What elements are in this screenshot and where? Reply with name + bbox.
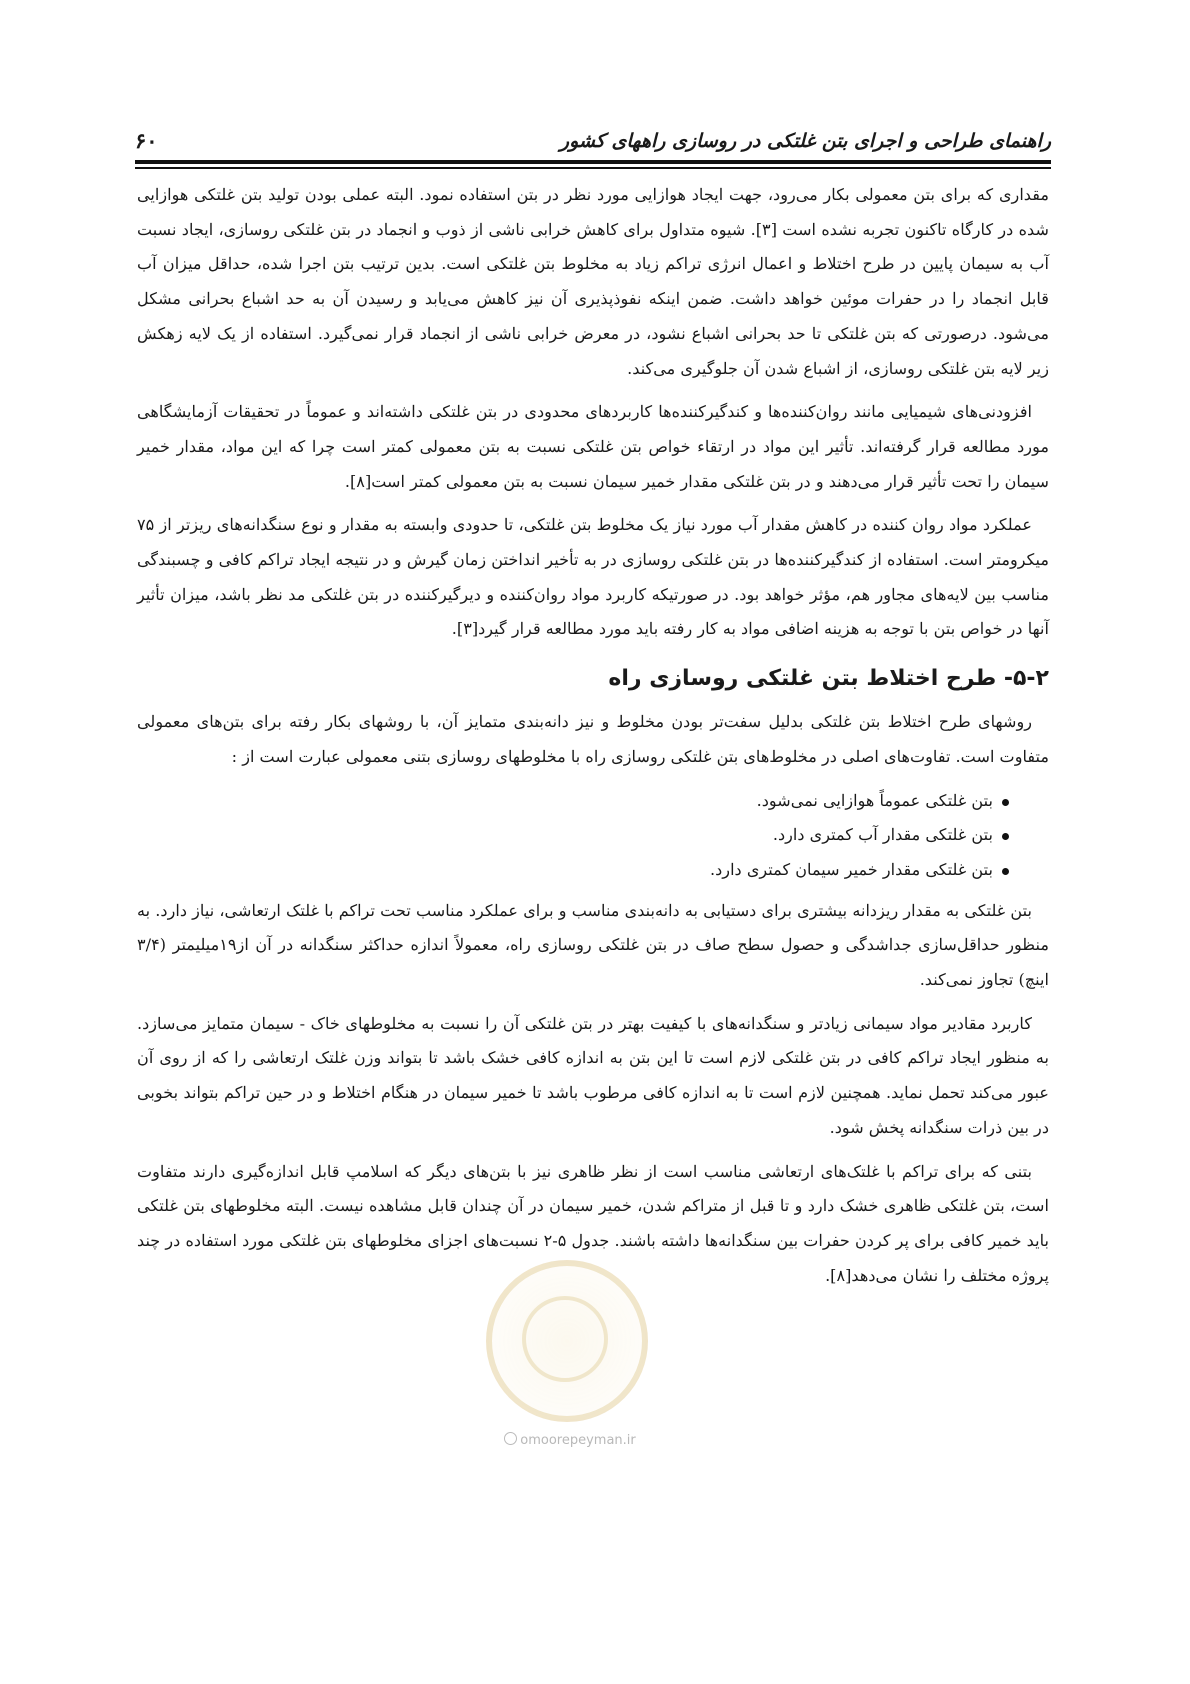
list-item-text: بتن غلتکی عموماً هوازایی نمی‌شود. xyxy=(756,790,993,810)
body-text xyxy=(137,178,1049,1302)
bullet-icon xyxy=(1002,799,1009,806)
paragraph: افزودنی‌های شیمیایی مانند روان‌کننده‌ها و کندگیرکننده‌ها کاربردهای محدودی در بتن غلتکی داشته‌اند و عموماً در تحقیقات آزمایشگاهی مورد مطالعه قرار گرفته‌اند. تأثیر این مواد در ارتقاء خواص بتن غلتکی نسبت به بتن معمولی کمتر است چرا که این مواد، مقدار خمیر سیمان را تحت تأثیر قرار می‌دهند و در بتن غلتکی مقدار خمیر سیمان نسبت به بتن معمولی کمتر است[۸]. xyxy=(137,402,1049,491)
globe-icon xyxy=(504,1432,517,1445)
running-title: راهنمای طراحی و اجرای بتن غلتکی در روسازی راههای کشور xyxy=(559,130,1051,152)
header-rule-thin xyxy=(135,167,1051,169)
page-header xyxy=(135,128,1051,158)
paragraph: عملکرد مواد روان کننده در کاهش مقدار آب مورد نیاز یک مخلوط بتن غلتکی، تا حدودی وابسته به مقدار و نوع سنگدانه‌های ریزتر از ۷۵ میکرومتر است. استفاده از کندگیرکننده‌ها در بتن غلتکی روسازی در به تأخیر انداختن زمان گیرش و در نتیجه ایجاد تراکم کافی و چسبندگی مناسب بین لایه‌های مجاور هم، مؤثر خواهد بود. در صورتیکه کاربرد مواد روان‌کننده و دیرگیرکننده در بتن غلتکی مد نظر باشد، میزان تأثیر آنها در خواص بتن با توجه به هزینه اضافی مواد به کار رفته باید مورد مطالعه قرار گیرد[۳]. xyxy=(137,515,1049,639)
list-item xyxy=(137,784,1009,819)
bullet-list xyxy=(137,784,1049,888)
bullet-icon xyxy=(1002,868,1009,875)
paragraph: کاربرد مقادیر مواد سیمانی زیادتر و سنگدانه‌های با کیفیت بهتر در بتن غلتکی آن را نسبت به مخلوطهای خاک - سیمان متمایز می‌سازد. به منظور ایجاد تراکم کافی در بتن غلتکی لازم است تا این بتن به اندازه کافی خشک باشد تا بتواند وزن غلتک ارتعاشی را که از روی آن عبور می‌کند تحمل نماید. همچنین لازم است تا به اندازه کافی مرطوب باشد تا خمیر سیمان در هنگام اختلاط و در حین تراکم بتواند بخوبی در بین ذرات سنگدانه پخش شود. xyxy=(137,1013,1049,1137)
bullet-icon xyxy=(1002,833,1009,840)
watermark-url-text: omoorepeyman.ir xyxy=(520,1433,636,1448)
watermark-url xyxy=(480,1432,660,1448)
watermark-seal-inner xyxy=(522,1296,608,1382)
list-item-text: بتن غلتکی مقدار آب کمتری دارد. xyxy=(772,825,993,845)
page-number: ۶۰ xyxy=(135,128,158,153)
header-rule-thick xyxy=(135,160,1051,164)
paragraph: بتن غلتکی به مقدار ریزدانه بیشتری برای دستیابی به دانه‌بندی مناسب و برای عملکرد مناسب تحت تراکم با غلتک ارتعاشی، نیاز دارد. به منظور حداقل‌سازی جداشدگی و حصول سطح صاف در بتن غلتکی روسازی راه، معمولاً اندازه حداکثر سنگدانه در آن از۱۹میلیمتر (۳/۴ اینچ) تجاوز نمی‌کند. xyxy=(137,900,1049,990)
paragraph: بتنی که برای تراکم با غلتک‌های ارتعاشی مناسب است از نظر ظاهری نیز با بتن‌های دیگر که اسلامپ قابل اندازه‌گیری دارند متفاوت است، بتن غلتکی ظاهری خشک دارد و تا قبل از متراکم شدن، خمیر سیمان در آن چندان قابل مشاهده نیست. البته مخلوطهای بتن غلتکی باید خمیر کافی برای پر کردن حفرات بین سنگدانه‌ها داشته باشند. جدول ۵-۲ نسبت‌های اجزای مخلوطهای بتن غلتکی مورد استفاده در چند پروژه مختلف را نشان می‌دهد[۸]. xyxy=(137,1161,1049,1285)
list-item xyxy=(137,853,1009,888)
list-item xyxy=(137,818,1009,853)
paragraph: مقداری که برای بتن معمولی بکار می‌رود، جهت ایجاد هوازایی مورد نظر در بتن استفاده نمود. البته عملی بودن تولید بتن غلتکی هوازایی شده در کارگاه تاکنون تجربه نشده است [۳]. شیوه متداول برای کاهش خرابی ناشی از ذوب و انجماد در بتن غلتکی روسازی، ایجاد نسبت آب به سیمان پایین در طرح اختلاط و اعمال انرژی تراکم زیاد به مخلوط بتن غلتکی است. بدین ترتیب بتن اجرا شده، حداقل میزان آب قابل انجماد را در حفرات موئین خواهد داشت. ضمن اینکه نفوذپذیری آن نیز کاهش می‌یابد و رسیدن آن به حد اشباع بحرانی مشکل می‌شود. درصورتی که بتن غلتکی تا حد بحرانی اشباع نشود، در معرض خرابی ناشی از انجماد قرار نمی‌گیرد. استفاده از یک لایه زهکش زیر لایه بتن غلتکی روسازی، از اشباع شدن آن جلوگیری می‌کند. xyxy=(137,185,1049,378)
paragraph: روشهای طرح اختلاط بتن غلتکی بدلیل سفت‌تر بودن مخلوط و نیز دانه‌بندی متمایز آن، با روشهای بکار رفته برای بتن‌های معمولی متفاوت است. تفاوت‌های اصلی در مخلوط‌های بتن غلتکی روسازی راه با مخلوطهای روسازی بتنی معمولی عبارت است از : xyxy=(137,712,1049,766)
section-heading: ۵-۲- طرح اختلاط بتن غلتکی روسازی راه xyxy=(608,666,1049,692)
list-item-text: بتن غلتکی مقدار خمیر سیمان کمتری دارد. xyxy=(710,859,993,879)
